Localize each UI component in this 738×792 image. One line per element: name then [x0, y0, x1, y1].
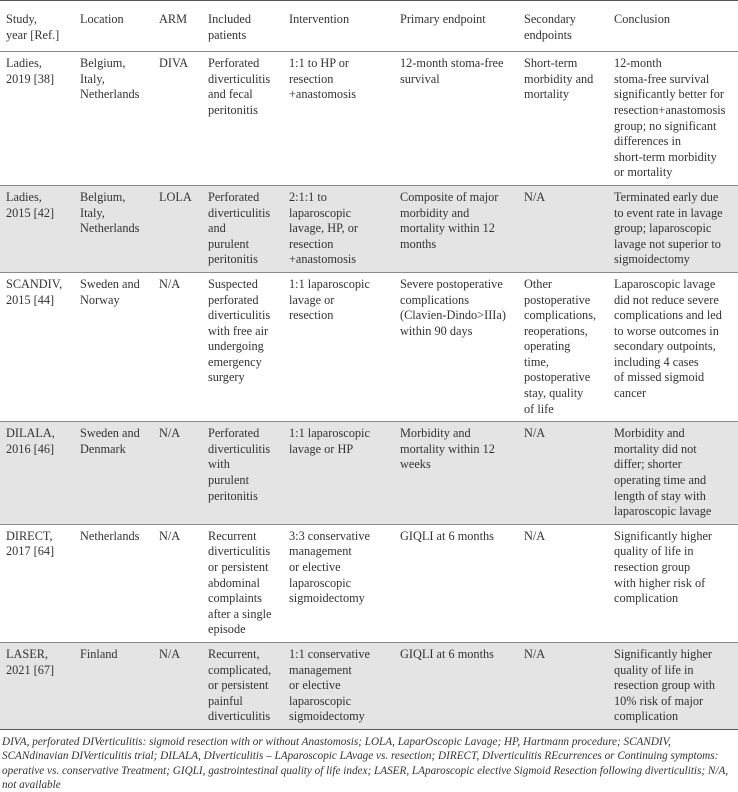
cell-secondary-endpoints: Short-term morbidity and mortality	[524, 56, 594, 102]
cell-location: Netherlands	[80, 528, 140, 543]
table-row	[0, 52, 738, 186]
cell-primary-endpoint: Composite of major morbidity and mortality within 12 months	[400, 189, 499, 251]
cell-study: Ladies, 2015 [42]	[6, 189, 55, 220]
cell-included-patients: Perforated diverticulitis and fecal peritonitis	[208, 56, 271, 117]
header-secondary-endpoints: Secondary endpoints	[524, 12, 576, 42]
cell-study: DIRECT, 2017 [64]	[6, 528, 55, 559]
cell-primary-endpoint: GIQLI at 6 months	[400, 646, 494, 661]
header-conclusion: Conclusion	[614, 12, 671, 26]
cell-intervention: 1:1 laparoscopic lavage or resection	[289, 276, 370, 323]
table-row	[0, 524, 738, 642]
cell-location: Finland	[80, 646, 118, 661]
table-row	[0, 272, 738, 421]
cell-intervention: 2:1:1 to laparoscopic lavage, HP, or resection +anastomosis	[289, 189, 358, 267]
cell-arm: N/A	[159, 646, 181, 661]
cell-conclusion: Terminated early due to event rate in lavage group; laparoscopic lavage not superior to sigmoidectomy	[614, 189, 723, 267]
cell-included-patients: Perforated diverticulitis and purulent peritonitis	[208, 189, 271, 267]
cell-conclusion: Morbidity and mortality did not differ; shorter operating time and length of stay with laparoscopic lavage	[614, 426, 712, 519]
cell-location: Sweden and Norway	[80, 276, 140, 307]
cell-secondary-endpoints: N/A	[524, 189, 546, 204]
cell-conclusion: Significantly higher quality of life in resection group with higher risk of complication	[614, 528, 713, 606]
header-primary-endpoint: Primary endpoint	[400, 12, 486, 26]
cell-intervention: 3:3 conservative management or elective laparoscopic sigmoidectomy	[289, 528, 370, 606]
cell-primary-endpoint: Morbidity and mortality within 12 weeks	[400, 426, 495, 472]
cell-secondary-endpoints: N/A	[524, 528, 546, 543]
cell-study: LASER, 2021 [67]	[6, 646, 55, 677]
cell-arm: LOLA	[159, 189, 192, 204]
cell-primary-endpoint: Severe postoperative complications (Clavien-Dindo>IIIa) within 90 days	[400, 276, 506, 338]
table-header	[0, 1, 738, 52]
cell-secondary-endpoints: N/A	[524, 426, 546, 441]
cell-secondary-endpoints: Other postoperative complications, reoperations, operating time, postoperative stay, quality of life	[524, 276, 597, 416]
cell-study: DILALA, 2016 [46]	[6, 426, 55, 456]
cell-included-patients: Recurrent diverticulitis or persistent abdominal complaints after a single episode	[208, 528, 272, 637]
cell-location: Belgium, Italy, Netherlands	[80, 189, 140, 236]
header-intervention: Intervention	[289, 12, 350, 26]
table-row	[0, 185, 738, 272]
table-row	[0, 642, 738, 729]
cell-intervention: 1:1 laparoscopic lavage or HP	[289, 426, 370, 456]
header-arm: ARM	[159, 12, 188, 26]
cell-conclusion: Laparoscopic lavage did not reduce severe complications and led to worse outcomes in secondary outpoints, including 4 cases of missed sigmoid cancer	[614, 276, 722, 401]
table-footnote: DIVA, perforated DIVerticulitis: sigmoid resection with or without Anastomosis; LOLA, LaparOscopic Lavage; HP, Hartmann procedure; SCANDIV, SCANdinavian DIVerticulitis trial; DILALA, DIverticulitis – LAparoscopic LAvage vs. resection; DIRECT, DIverticulitis REcurrences or Continuing symptoms: operative vs. conservative Treatment; GIQLI, gastrointestinal quality of life index; LASER, LAparoscopic elective Sigmoid Resection following diverticulitis; N/A, not available	[2, 735, 729, 791]
cell-primary-endpoint: 12-month stoma-free survival	[400, 56, 504, 86]
cell-study: Ladies, 2019 [38]	[6, 56, 55, 86]
cell-primary-endpoint: GIQLI at 6 months	[400, 528, 494, 543]
header-included-patients: Included patients	[208, 12, 252, 42]
cell-included-patients: Recurrent, complicated, or persistent painful diverticulitis	[208, 646, 272, 724]
cell-study: SCANDIV, 2015 [44]	[6, 276, 63, 307]
cell-location: Sweden and Denmark	[80, 426, 140, 456]
header-study: Study, year [Ref.]	[6, 12, 60, 42]
cell-arm: N/A	[159, 528, 181, 543]
table-row	[0, 422, 738, 525]
cell-location: Belgium, Italy, Netherlands	[80, 56, 140, 102]
header-row	[0, 1, 738, 52]
header-location: Location	[80, 12, 124, 26]
cell-secondary-endpoints: N/A	[524, 646, 546, 661]
cell-intervention: 1:1 to HP or resection +anastomosis	[289, 56, 357, 102]
cell-included-patients: Suspected perforated diverticulitis with free air undergoing emergency surgery	[208, 276, 271, 385]
cell-arm: DIVA	[159, 56, 189, 71]
cell-conclusion: 12-month stoma-free survival significantly better for resection+anastomosis group; no significant differences in short-term morbidity or mortality	[614, 56, 726, 180]
cell-included-patients: Perforated diverticulitis with purulent peritonitis	[208, 426, 271, 503]
table-body	[0, 52, 738, 730]
cell-conclusion: Significantly higher quality of life in resection group with 10% risk of major complication	[614, 646, 716, 724]
cell-arm: N/A	[159, 426, 181, 441]
cell-intervention: 1:1 conservative management or elective laparoscopic sigmoidectomy	[289, 646, 370, 724]
cell-arm: N/A	[159, 276, 181, 291]
